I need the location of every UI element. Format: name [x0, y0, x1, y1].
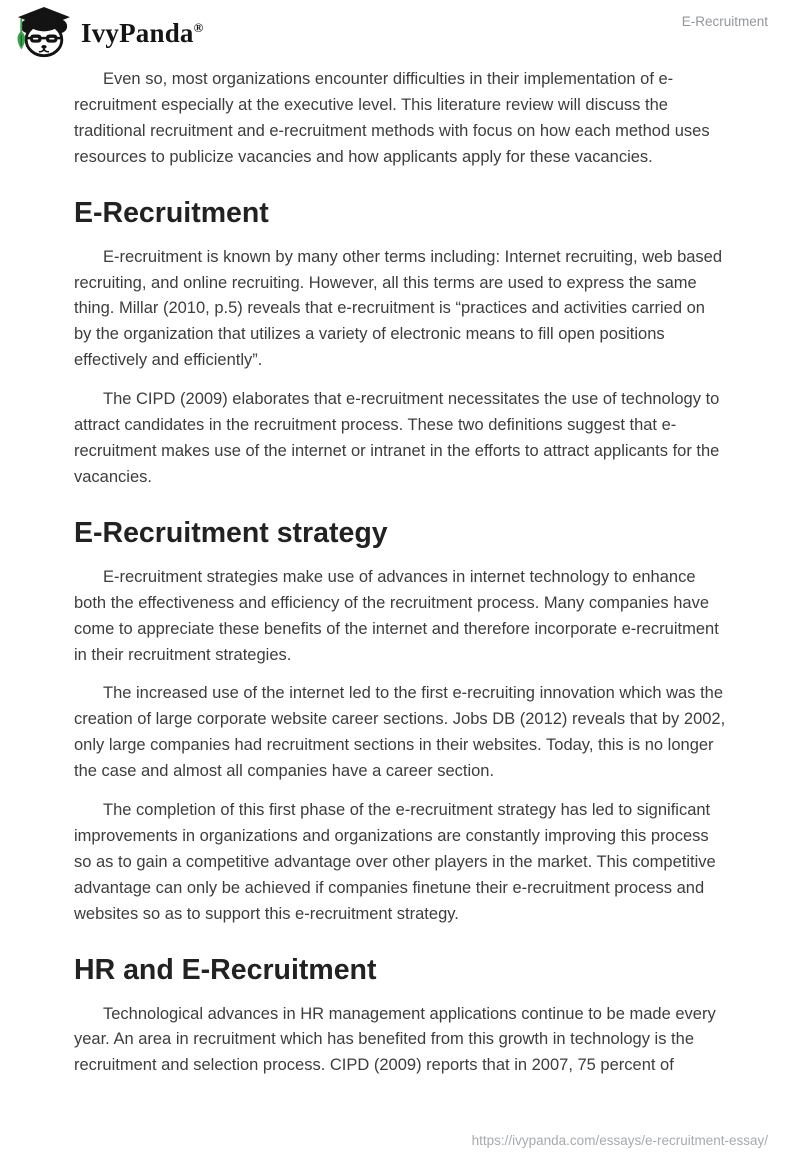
paragraph: Technological advances in HR management applications continue to be made every year. An area in recruitment which has benefited from this growth in technology is the recruitment and selection process. CIPD (2009) reports that in 2007, 75 percent of: [74, 1004, 716, 1075]
ivypanda-panda-logo-icon: [12, 6, 74, 60]
source-url-link[interactable]: https://ivypanda.com/essays/e-recruitment-essay/: [471, 1133, 768, 1148]
page-footer: [472, 1133, 768, 1148]
running-header-title: E-Recruitment: [681, 14, 768, 29]
paragraph: E-recruitment strategies make use of advances in internet technology to enhance both the effectiveness and efficiency of the recruitment process. Many companies have come to appreciate these benefits of the internet and therefore incorporate e-recruitment in their recruitment strategies.: [74, 567, 719, 664]
section-heading: E-Recruitment: [74, 196, 269, 229]
brand-name: [81, 6, 204, 60]
brand: [12, 6, 204, 60]
document-content: [74, 54, 726, 1092]
paragraph: The increased use of the internet led to the first e-recruiting innovation which was the creation of large corporate website career sections. Jobs DB (2012) reveals that by 2002, only large companies had recruitment sections in their websites. Today, this is no longer the case and almost all companies have a career section.: [74, 684, 726, 781]
paragraph: The CIPD (2009) elaborates that e-recruitment necessitates the use of technology to attract candidates in the recruitment process. These two definitions suggest that e-recruitment makes use of the internet or intranet in the efforts to attract applicants for the vacancies.: [74, 390, 720, 486]
page-header: [12, 6, 768, 60]
section-heading: HR and E-Recruitment: [74, 953, 377, 986]
paragraph: The completion of this first phase of the e-recruitment strategy has led to significant improvements in organizations and organizations are constantly improving this process so as to gain a competitive advantage over other players in the market. This competitive advantage can only be achieved if companies finetune their e-recruitment process and websites so as to support this e-recruitment strategy.: [74, 801, 716, 923]
paragraph: E-recruitment is known by many other terms including: Internet recruiting, web based recruiting, and online recruiting. However, all this terms are used to express the same thing. Millar (2010, p.5) reveals that e-recruitment is “practices and activities carried on by the organization that utilizes a variety of electronic means to fill open positions effectively and efficiently”.: [74, 247, 723, 370]
registered-trademark-symbol: ®: [193, 20, 204, 35]
brand-wordmark: IvyPanda: [81, 18, 194, 48]
section-heading: E-Recruitment strategy: [74, 516, 388, 549]
paragraph: Even so, most organizations encounter difficulties in their implementation of e-recruitment especially at the executive level. This literature review will discuss the traditional recruitment and e-recruitment methods with focus on how each method uses resources to publicize vacancies and how applicants apply for these vacancies.: [74, 70, 710, 166]
